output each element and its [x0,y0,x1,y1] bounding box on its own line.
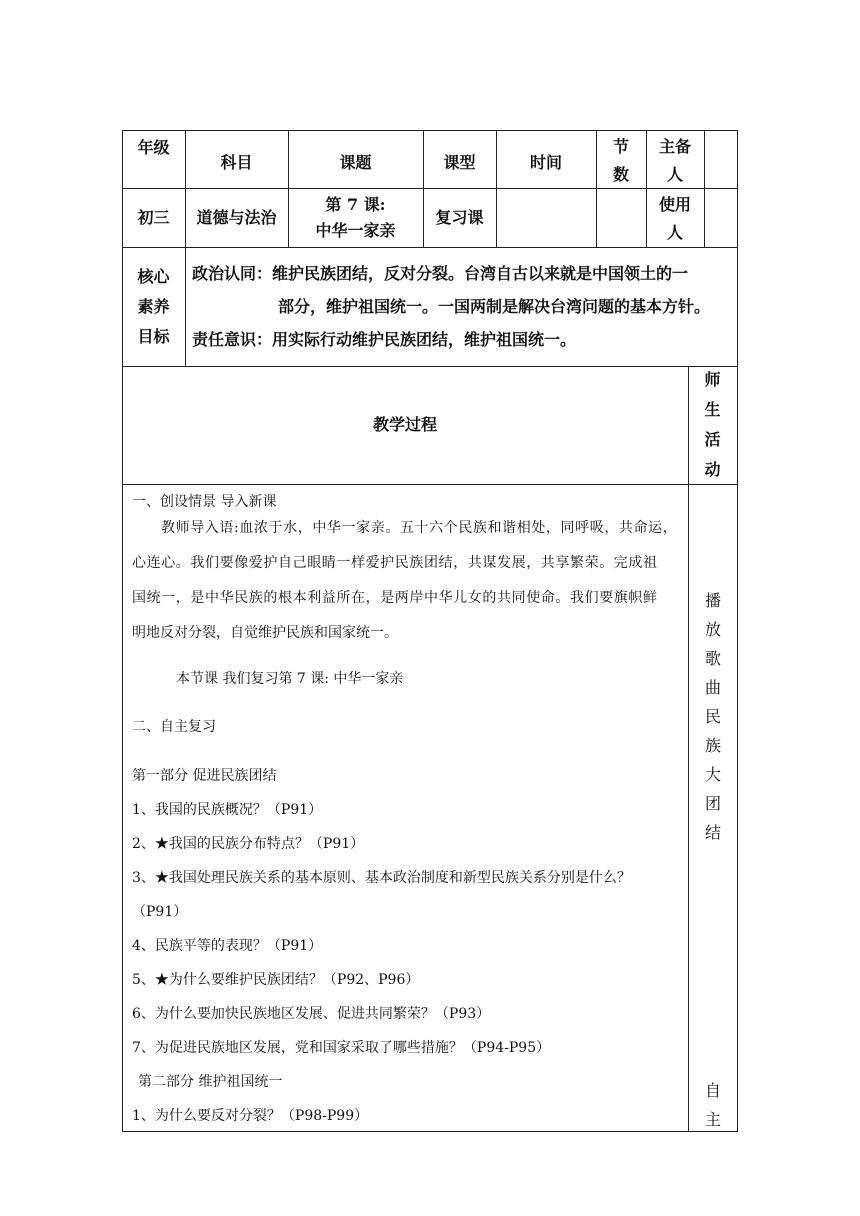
grade-header: 年级 [137,137,170,157]
table-line [122,247,738,248]
core-goals-label: 核心素养目标 [137,266,170,346]
intro-paragraph-line: 教师导入语:血浓于水，中华一家亲。五十六个民族和谐相处，同呼吸，共命运， [161,520,678,536]
lead-preparer-header: 主备人 [658,137,691,184]
question-item: 4、民族平等的表现？（P91） [132,938,323,954]
topic-header: 课题 [339,152,372,172]
table-line [646,130,647,247]
table-line [737,130,738,1131]
part-2-title: 第二部分 维护祖国统一 [138,1074,283,1090]
teacher-student-activity-label: 师生活动 [704,370,721,479]
intro-paragraph-line: 心连心。我们要像爱护自己眼睛一样爱护民族团结，共谋发展，共享繁荣。完成祖 [132,555,658,571]
goal-line-3: 责任意识：用实际行动维护民族团结，维护祖国统一。 [192,330,577,349]
section-1-title: 一、创设情景 导入新课 [132,494,277,510]
type-header: 课型 [443,152,476,172]
time-header: 时间 [529,152,562,172]
question-item: 5、★为什么要维护民族团结？（P92、P96） [132,972,420,988]
question-item: （P91） [132,904,188,920]
table-line [122,484,738,485]
intro-paragraph-line: 明地反对分裂，自觉维护民族和国家统一。 [132,625,398,641]
user-header: 使用人 [658,195,691,242]
goal-line-1: 政治认同：维护民族团结，反对分裂。台湾自古以来就是中国领土的一 [192,264,689,283]
part-1-title: 第一部分 促进民族团结 [132,768,277,784]
lesson-intro-line: 本节课 我们复习第 7 课: 中华一家亲 [176,671,404,687]
question-item: 2、★我国的民族分布特点？（P91） [132,836,365,852]
activity-note-song: 播放歌曲民族大团结 [704,591,721,842]
question-item: 1、我国的民族概况？（P91） [132,802,323,818]
question-item: 1、为什么要反对分裂？（P98-P99） [132,1108,369,1124]
section-2-title: 二、自主复习 [132,719,216,735]
period-header: 节数 [612,137,629,184]
type-value: 复习课 [435,207,484,227]
question-item: 6、为什么要加快民族地区发展、促进共同繁荣？（P93） [132,1006,491,1022]
table-line [704,130,705,247]
topic-value: 第 7 课: 中华一家亲 [315,195,396,240]
table-line [122,1131,738,1132]
table-line [596,130,597,247]
question-item: 7、为促进民族地区发展，党和国家采取了哪些措施？（P94-P95） [132,1040,551,1056]
subject-value: 道德与法治 [196,207,277,227]
activity-note-self-study: 自主 [704,1081,721,1129]
grade-value: 初三 [137,207,170,227]
intro-paragraph-line: 国统一，是中华民族的根本利益所在，是两岸中华儿女的共同使命。我们要旗帜鲜 [132,590,658,606]
subject-header: 科目 [220,152,253,172]
goal-line-2: 部分，维护祖国统一。一国两制是解决台湾问题的基本方针。 [278,297,711,316]
teaching-process-title: 教学过程 [372,415,437,434]
question-item: 3、★我国处理民族关系的基本原则、基本政治制度和新型民族关系分别是什么？ [132,870,631,886]
